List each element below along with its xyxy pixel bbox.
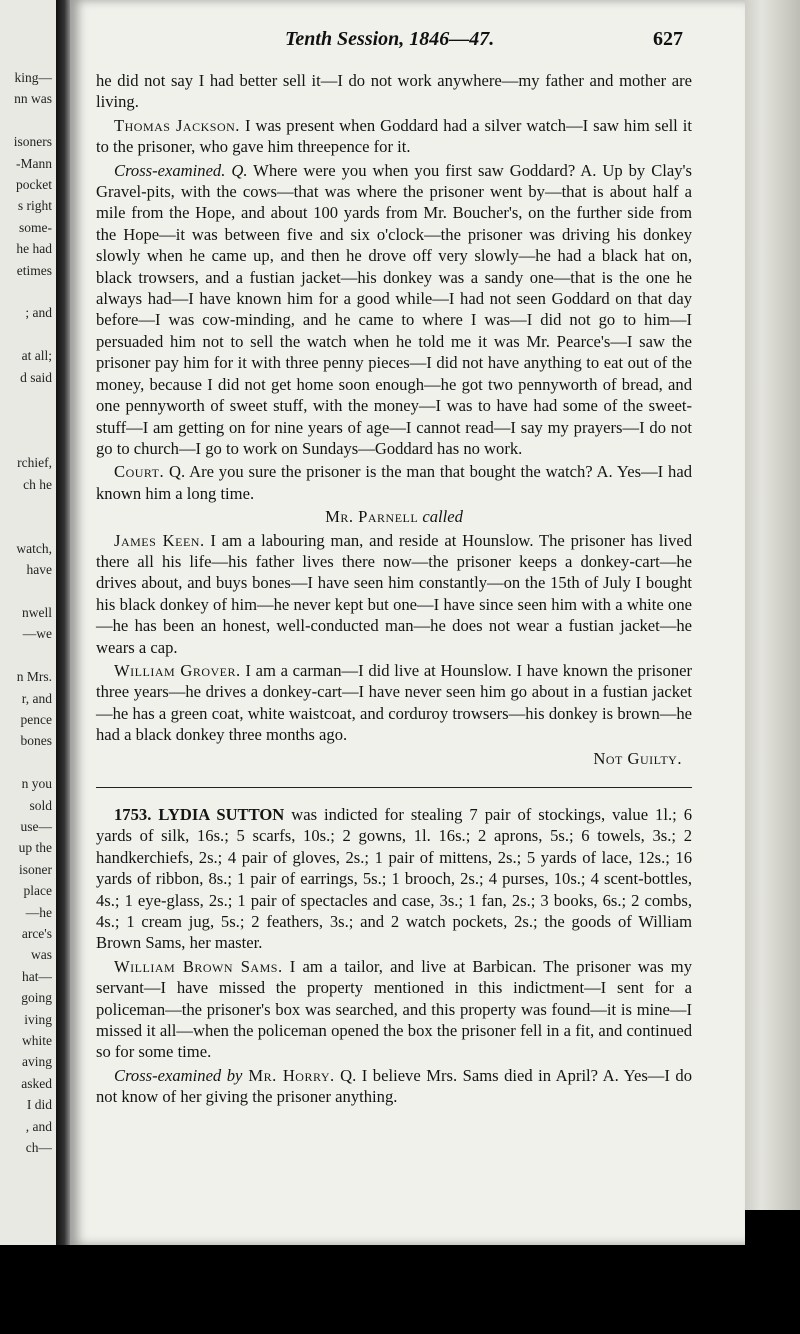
paragraph-text: was indicted for stealing 7 pair of stockings, value 1l.; 6 yards of silk, 16s.; 5 scarfs, 10s.; 2 gowns, 1l. 16s.; 2 aprons, 5s.; 6 towels, 3s.; 2 handkerchiefs, 2s.; 4 pair of gloves, 2s.; 1 pair of mittens, 2s.; 5 yards of lace, 12s.; 16 yards of ribbon, 8s.; 1 pair of earrings, 5s.; 1 brooch, 2s.; 4 purses, 10s.; 4 scent-bottles, 4s.; 1 eye-glass, 2s.; 1 pair of spectacles and case, 3s.; 1 fan, 2s.; 3 books, 6s.; 2 combs, 4s.; 1 cream jug, 5s.; 2 feathers, 3s.; and 2 watch pockets, 2s.; the goods of William Brown Sams, her master.: [96, 805, 692, 953]
paragraph: [96, 1065, 692, 1108]
paragraph: [96, 660, 692, 746]
document-page: [70, 0, 745, 1245]
paragraph-text: I am a labouring man, and reside at Hounslow. The prisoner has lived there all his life—his father lives there now—the prisoner keeps a donkey-cart—he drives about, and buys bones—I have seen him constantly—on the 15th of July I bought his black donkey of him—he never kept but one—I have since seen him with a white one—he has been an honest, well-conducted man—he does not wear a fustian jacket—he wears a cap.: [96, 530, 692, 657]
facing-page-text: going: [21, 990, 52, 1006]
italic-lead: Cross-examined by: [114, 1065, 243, 1085]
speaker-name: James Keen.: [114, 530, 205, 550]
page-header: [70, 28, 745, 54]
book-gutter: [56, 0, 70, 1250]
facing-page-text: have: [26, 562, 52, 578]
italic-trail: called: [418, 507, 463, 527]
verdict-text: Not Guilty.: [593, 748, 682, 768]
speaker-name: William Brown Sams.: [114, 956, 283, 976]
paragraph-text: he did not say I had better sell it—I do not work anywhere—my father and mother are living.: [96, 71, 692, 112]
facing-page-text: -Mann: [16, 155, 52, 171]
facing-page-text: ; and: [25, 305, 52, 321]
facing-page-text: watch,: [16, 540, 52, 556]
witness-heading: [96, 506, 692, 527]
case-title: 1753. LYDIA SUTTON: [114, 805, 285, 824]
speaker-name: Mr. Horry.: [242, 1065, 335, 1085]
facing-page-text: ch—: [25, 1140, 52, 1155]
facing-page-text: d said: [20, 369, 52, 385]
facing-page-text: hat—: [22, 968, 52, 984]
running-title: Tenth Session, 1846—47.: [285, 28, 495, 50]
paragraph: [96, 956, 692, 1063]
facing-page-text: isoner: [19, 861, 52, 877]
facing-page-text: king—: [14, 70, 52, 85]
facing-page-text: , and: [25, 1118, 52, 1134]
facing-page-text: he had: [16, 241, 52, 257]
facing-page-text: at all;: [21, 348, 52, 364]
facing-page-text: —he: [25, 904, 52, 920]
facing-page-text: isoners: [13, 134, 52, 150]
facing-page-text: n you: [21, 776, 52, 792]
speaker-name: William Grover.: [114, 660, 241, 680]
facing-page-text: up the: [18, 840, 52, 856]
paragraph-text: I am a carman—I did live at Hounslow. I have known the prisoner three years—he drives a donkey-cart—I have never seen him go about in a fustian jacket—he has a green coat, white waistcoat, and corduroy trowsers—his donkey is brown—he had a black donkey three months ago.: [96, 660, 693, 745]
paragraph: [96, 461, 692, 504]
facing-page-text: aving: [22, 1054, 52, 1070]
speaker-name: Court.: [114, 462, 165, 482]
facing-page-text: nn was: [14, 91, 52, 107]
facing-page-text: arce's: [21, 926, 52, 941]
facing-page-text: iving: [24, 1011, 52, 1027]
facing-page-text: asked: [21, 1075, 52, 1091]
facing-page-text: bones: [20, 733, 52, 749]
facing-page-text: rchief,: [17, 455, 52, 471]
verdict: [96, 748, 692, 769]
facing-page-fragment: [0, 0, 56, 1250]
paragraph-text: I was present when Goddard had a silver watch—I saw him sell it to the prisoner, who gave him threepence for it.: [96, 115, 693, 157]
paragraph: [96, 160, 692, 460]
paragraph: [96, 804, 692, 954]
facing-page-text: place: [23, 883, 52, 899]
facing-page-text: pence: [20, 712, 52, 727]
facing-page-text: pocket: [16, 177, 52, 192]
facing-page-text: nwell: [22, 605, 52, 620]
facing-page-text: was: [31, 947, 52, 963]
facing-page-text: use—: [20, 819, 52, 834]
paragraph-text: Q. Are you sure the prisoner is the man that bought the watch? A. Yes—I had known him a long time.: [96, 462, 692, 503]
facing-page-text: etimes: [16, 262, 52, 278]
italic-lead: Cross-examined. Q.: [114, 160, 248, 180]
facing-page-text: r, and: [21, 690, 52, 706]
facing-page-text: s right: [17, 198, 52, 214]
page-number: 627: [653, 28, 683, 50]
paragraph: [96, 115, 692, 158]
facing-page-text: I did: [26, 1097, 52, 1113]
speaker-name: Mr. Parnell: [325, 507, 419, 527]
facing-page-text: sold: [29, 797, 52, 813]
paragraph-text: I am a tailor, and live at Barbican. The prisoner was my servant—I have missed the property mentioned in this indictment—I sent for a policeman—the prisoner's box was searched, and this property was found—it is mine—I missed it all—when the policeman opened the box the prisoner fell in a fit, and continued so for some time.: [96, 956, 692, 1062]
facing-page-text: white: [22, 1033, 52, 1048]
section-divider: [96, 787, 692, 788]
page-body: [96, 70, 692, 1110]
facing-page-text: —we: [22, 626, 52, 642]
speaker-name: Thomas Jackson.: [114, 115, 240, 135]
facing-page-text: ch he: [23, 476, 52, 492]
facing-page-text: some-: [19, 219, 52, 235]
paragraph: [96, 70, 692, 113]
paragraph-text: Where were you when you first saw Goddard? A. Up by Clay's Gravel-pits, with the cows—that was where the prisoner went by—that is about half a mile from the Hope, and about 100 yards from Mr. Boucher's, on the further side from the Hope—it was between five and six o'clock—the prisoner was driving his donkey slowly when he came up, and then he drove off very slowly—he had a black hat on, black trowsers, and a fustian jacket—his donkey was a sandy one—that is the one he always had—I have known him for a good while—I had not seen Goddard on that day before—I was cow-minding, and he came to where I was—I did not go to him—I persuaded him not to sell the watch when he told me it was Mr. Pearce's—I saw the prisoner pay him for it with three penny pieces—I did not have anything to eat out of the money, because I did not get home soon enough—he got two pennyworth of bread, and one pennyworth of sweet stuff, with the money—I was to have had some of the sweet-stuff—I am getting on for nine years of age—I cannot read—I say my prayers—I do not go to church—I go to work on Sundays—Goddard has no work.: [96, 160, 692, 458]
paragraph-text: Q. I believe Mrs. Sams died in April? A. Yes—I do not know of her giving the prisoner anything.: [96, 1065, 692, 1107]
facing-page-text: n Mrs.: [16, 669, 52, 685]
scan-background: [0, 1245, 800, 1334]
paragraph: [96, 530, 692, 658]
page-edge: [745, 0, 800, 1210]
